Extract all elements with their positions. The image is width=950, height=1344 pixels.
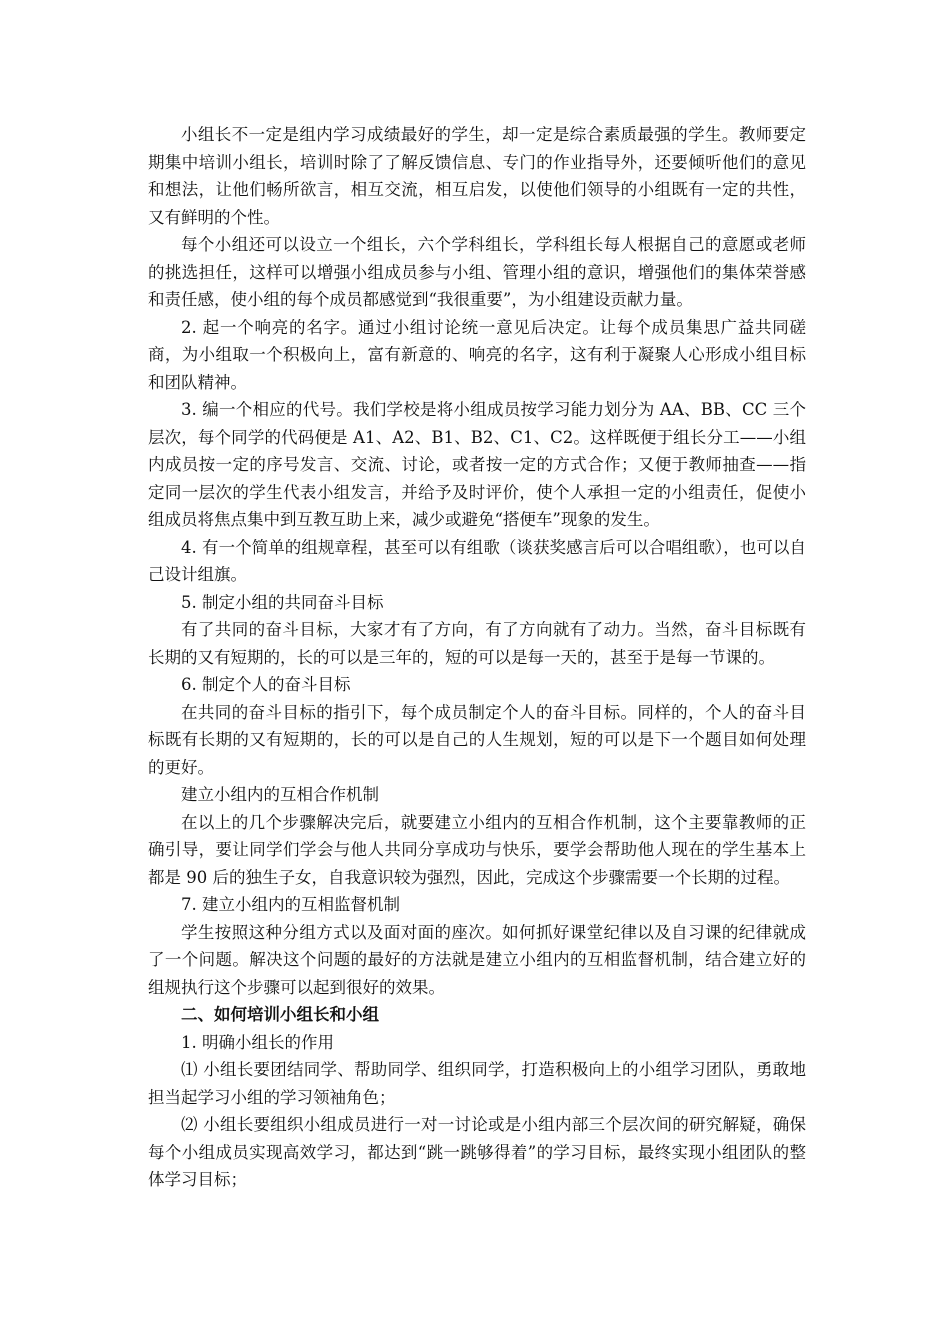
- paragraph-supervision-title: 7. 建立小组内的互相监督机制: [181, 895, 400, 914]
- paragraph-leader-role-1: ⑴ 小组长要团结同学、帮助同学、组织同学，打造积极向上的小组学习团队，勇敢地担当起学习小组的学习领袖角色；: [148, 1060, 806, 1107]
- paragraph-group-leader-qualities: 小组长不一定是组内学习成绩最好的学生，却一定是综合素质最强的学生。教师要定期集中培训小组长，培训时除了了解反馈信息、专门的作业指导外，还要倾听他们的意见和想法，让他们畅所欲言，相互交流，相互启发，以使他们领导的小组既有一定的共性，又有鲜明的个性。: [148, 125, 806, 227]
- paragraph-leader-role-2: ⑵ 小组长要组织小组成员进行一对一讨论或是小组内部三个层次间的研究解疑，确保每个小组成员实现高效学习，都达到“跳一跳够得着”的学习目标，最终实现小组团队的整体学习目标；: [148, 1115, 806, 1189]
- paragraph-leader-role-title: 1. 明确小组长的作用: [181, 1032, 334, 1052]
- paragraph-personal-goal-title: 6. 制定个人的奋斗目标: [181, 675, 351, 694]
- paragraph-common-goal: 有了共同的奋斗目标，大家才有了方向，有了方向就有了动力。当然，奋斗目标既有长期的又有短期的，长的可以是三年的，短的可以是每一天的，甚至于是每一节课的。: [148, 620, 806, 667]
- paragraph-common-goal-title: 5. 制定小组的共同奋斗目标: [181, 592, 384, 612]
- paragraph-cooperation-title: 建立小组内的互相合作机制: [181, 785, 379, 804]
- paragraph-group-name: 2. 起一个响亮的名字。通过小组讨论统一意见后决定。让每个成员集思广益共同磋商，为小组取一个积极向上，富有新意的、响亮的名字，这有利于凝聚人心形成小组目标和团队精神。: [148, 317, 806, 392]
- paragraph-cooperation: 在以上的几个步骤解决完后，就要建立小组内的互相合作机制，这个主要靠教师的正确引导，要让同学们学会与他人共同分享成功与快乐，要学会帮助他人现在的学生基本上都是 90 后的独生子女，自我意识较为强烈，因此，完成这个步骤需要一个长期的过程。: [148, 812, 806, 887]
- paragraph-supervision: 学生按照这种分组方式以及面对面的座次。如何抓好课堂纪律以及自习课的纪律就成了一个问题。解决这个问题的最好的方法就是建立小组内的互相监督机制，结合建立好的组规执行这个步骤可以起到很好的效果。: [148, 922, 806, 997]
- document-body: [148, 121, 806, 1194]
- paragraph-personal-goal: 在共同的奋斗目标的指引下，每个成员制定个人的奋斗目标。同样的，个人的奋斗目标既有长期的又有短期的，长的可以是自己的人生规划，短的可以是下一个题目如何处理的更好。: [148, 702, 806, 777]
- paragraph-subject-leaders: 每个小组还可以设立一个组长，六个学科组长，学科组长每人根据自己的意愿或老师的挑选担任，这样可以增强小组成员参与小组、管理小组的意识，增强他们的集体荣誉感和责任感，使小组的每个成员都感觉到“我很重要”，为小组建设贡献力量。: [148, 235, 806, 309]
- section-heading-training: 二、如何培训小组长和小组: [181, 1005, 379, 1024]
- paragraph-group-codes: 3. 编一个相应的代号。我们学校是将小组成员按学习能力划分为 AA、BB、CC 三个层次，每个同学的代码便是 A1、A2、B1、B2、C1、C2。这样既便于组长分工——小组内成员按一定的序号发言、交流、讨论，或者按一定的方式合作；又便于教师抽查——指定同一层次的学生代表小组发言，并给予及时评价，使个人承担一定的小组责任，促使小组成员将焦点集中到互教互助上来，减少或避免“搭便车”现象的发生。: [148, 400, 806, 529]
- paragraph-group-rules: 4. 有一个简单的组规章程，甚至可以有组歌（谈获奖感言后可以合唱组歌），也可以自己设计组旗。: [148, 537, 806, 584]
